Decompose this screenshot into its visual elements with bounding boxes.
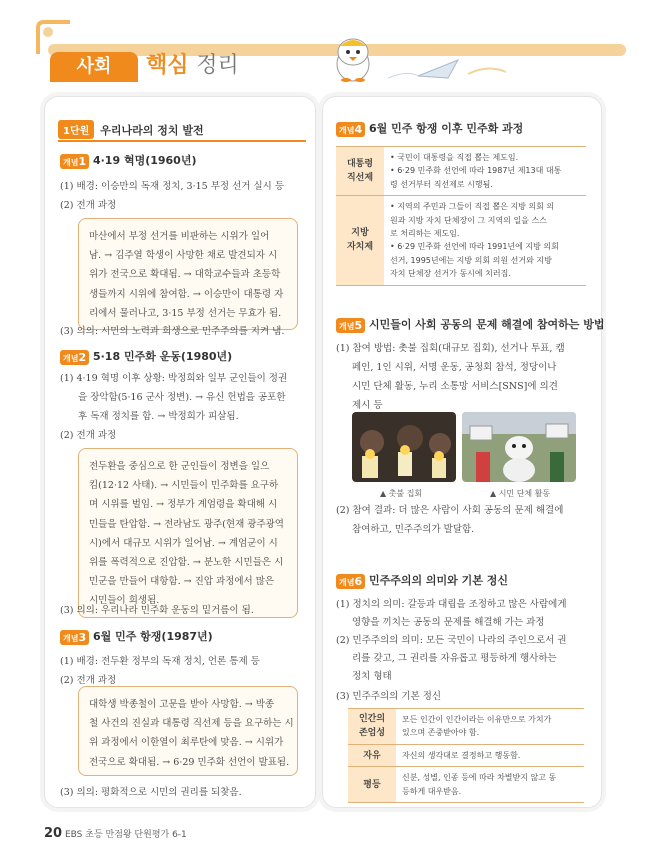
unit-heading: [58, 118, 306, 142]
row-content: • 지역의 주민과 그들이 직접 뽑은 지방 의회 의 원과 지방 자치 단체장이 그 지역의 일을 스스 로 처리하는 제도임. • 6·29 민주화 선언에 따라 1991년에 지방 의회 선거, 1995년에는 지방 의회 의원 선거와 지방 자치 단체장 선거가 동시에 치러짐.: [384, 196, 586, 285]
penguin-mascot-icon: [328, 34, 378, 84]
row-content: 모든 인간이 인간이라는 이유만으로 가치가 있으며 존중받아야 함.: [396, 709, 584, 745]
box-line: 남. → 김주열 학생이 사망한 채로 발견되자 시: [89, 250, 278, 262]
concept-3-line: (1) 배경: 전두환 정부의 독재 정치, 언론 통제 등: [60, 656, 260, 667]
box-line: 민들을 탄압함. → 전라남도 광주(현재 광주광역: [89, 518, 284, 530]
concept-5-result: (2) 참여 결과: 더 많은 사람이 사회 공동의 문제 해결에: [336, 505, 564, 516]
concept-3-heading: [60, 628, 213, 645]
page-footer: [44, 826, 187, 841]
concept-badge: 개념6: [336, 574, 365, 589]
concept-5-title: 시민들이 사회 공동의 문제 해결에 참여하는 방법: [368, 318, 605, 331]
concept-3-process-box: [78, 686, 298, 776]
row-content: 신분, 성별, 인종 등에 따라 차별받지 않고 동 등하게 대우받음.: [396, 767, 584, 803]
concept-5-line: 페인, 1인 시위, 서명 운동, 공청회 참석, 정당이나: [352, 362, 557, 373]
unit-title: 우리나라의 정치 발전: [100, 124, 204, 137]
concept-3-significance: (3) 의의: 평화적으로 시민의 권리를 되찾음.: [60, 787, 242, 798]
concept-1-title: 4·19 혁명(1960년): [92, 154, 197, 167]
concept-badge: 개념1: [60, 154, 89, 169]
title-light: 정리: [196, 53, 239, 78]
table-row: [336, 196, 586, 285]
concept-6-line: 영향을 끼치는 공동의 문제를 해결해 가는 과정: [352, 617, 545, 628]
box-line: 민군을 만들어 대항함. → 진압 과정에서 많은: [89, 576, 275, 588]
concept-2-significance: (3) 의의: 우리나라 민주화 운동의 밑거름이 됨.: [60, 605, 254, 616]
footer-text: EBS 초등 만점왕 단원평가 6-1: [64, 830, 187, 840]
table-row: [348, 744, 584, 766]
candlelight-rally-photo: [352, 412, 456, 482]
concept-6-line: 리를 갖고, 그 권리를 자유롭고 평등하게 행사하는: [352, 653, 557, 664]
concept-1-line: (1) 배경: 이승만의 독재 정치, 3·15 부정 선거 실시 등: [60, 181, 285, 192]
civic-group-activity-photo: [462, 412, 576, 482]
box-line: 생들까지 시위에 참여함. → 이승만이 대통령 자: [89, 288, 284, 300]
box-line: 킴(12·12 사태). → 시민들이 민주화를 요구하: [89, 480, 279, 492]
concept-6-title: 민주주의의 의미와 기본 정신: [368, 574, 508, 587]
concept-2-line: (1) 4·19 혁명 이후 상황: 박정희와 일부 군인들이 정권: [60, 373, 288, 384]
concept-5-result: 참여하고, 민주주의가 발달함.: [352, 524, 475, 535]
concept-badge: 개념2: [60, 350, 89, 365]
concept-1-heading: [60, 152, 197, 169]
concept-6-line: (2) 민주주의의 의미: 모든 국민이 나라의 주인으로서 권: [336, 635, 567, 646]
concept-5-heading: [336, 316, 604, 333]
page-title: [146, 48, 239, 79]
photo-caption: ▲ 촛불 집회: [380, 489, 423, 498]
unit-badge: 1단원: [58, 120, 94, 139]
concept-3-line: (2) 전개 과정: [60, 675, 117, 686]
box-line: 철 사건의 진실과 대통령 직선제 등을 요구하는 시: [89, 718, 294, 730]
box-line: 며 시위를 벌임. → 정부가 계엄령을 확대해 시: [89, 499, 278, 511]
box-line: 시)에서 대규모 시위가 일어남. → 계엄군이 시: [89, 537, 278, 549]
box-line: 위 과정에서 이한열이 최루탄에 맞음. → 시위가: [89, 737, 284, 749]
row-header: 자유: [348, 744, 396, 766]
box-line: 전두환을 중심으로 한 군인들이 정변을 일으: [89, 461, 270, 472]
concept-6-line: 정치 형태: [352, 671, 392, 682]
concept-4-heading: [336, 120, 523, 137]
concept-5-line: 제시 등: [352, 400, 383, 411]
concept-6-heading: [336, 572, 508, 589]
concept-4-table: [336, 146, 586, 286]
row-header: 지방 자치제: [336, 196, 384, 285]
box-line: 마산에서 부정 선거를 비판하는 시위가 일어: [89, 231, 270, 242]
concept-5-line: (1) 참여 방법: 촛불 집회(대규모 집회), 선거나 투표, 캠: [336, 343, 565, 354]
table-row: [336, 147, 586, 196]
table-row: [348, 767, 584, 803]
concept-2-line: (2) 전개 과정: [60, 430, 117, 441]
concept-1-significance: (3) 의의: 시민의 노력과 희생으로 민주주의를 지켜 냄.: [60, 326, 285, 337]
table-row: [348, 709, 584, 745]
row-header: 평등: [348, 767, 396, 803]
box-line: 전국으로 확대됨. → 6·29 민주화 선언이 발표됨.: [89, 756, 290, 768]
title-bold: 핵심: [146, 53, 189, 78]
concept-1-line: (2) 전개 과정: [60, 200, 117, 211]
box-line: 리에서 물러나고, 3·15 부정 선거는 무효가 됨.: [89, 307, 282, 319]
concept-4-title: 6월 민주 항쟁 이후 민주화 과정: [368, 122, 524, 135]
concept-badge: 개념4: [336, 122, 365, 137]
concept-badge: 개념5: [336, 318, 365, 333]
concept-2-title: 5·18 민주화 운동(1980년): [92, 350, 233, 363]
box-line: 대학생 박종철이 고문을 받아 사망함. → 박종: [89, 699, 275, 710]
concept-2-line: 을 장악함(5·16 군사 정변). → 유신 헌법을 공포한: [78, 392, 286, 403]
concept-1-process-box: [78, 218, 298, 330]
concept-badge: 개념3: [60, 630, 89, 645]
box-line: 위가 전국으로 확대됨. → 대학교수들과 초등학: [89, 269, 281, 281]
concept-6-line: (1) 정치의 의미: 갈등과 대립을 조정하고 많은 사람에게: [336, 599, 567, 610]
row-header: 대통령 직선제: [336, 147, 384, 196]
row-content: • 국민이 대통령을 직접 뽑는 제도임. • 6·29 민주화 선언에 따라 1987년 제13대 대통 령 선거부터 직선제로 시행됨.: [384, 147, 586, 196]
concept-2-process-box: [78, 448, 298, 618]
row-content: 자신의 생각대로 결정하고 행동함.: [396, 744, 584, 766]
page-number: 20: [44, 826, 63, 841]
concept-6-table: [348, 708, 584, 803]
concept-6-line: (3) 민주주의의 기본 정신: [336, 691, 442, 702]
box-line: 시민들이 희생됨.: [89, 595, 160, 607]
concept-2-line: 후 독재 정치를 함. → 박정희가 피살됨.: [78, 411, 239, 422]
concept-2-heading: [60, 348, 232, 365]
photo-caption: ▲ 시민 단체 활동: [490, 489, 551, 498]
paper-plane-icon: [388, 56, 508, 82]
concept-3-title: 6월 민주 항쟁(1987년): [92, 630, 213, 643]
subject-tab: 사회: [50, 52, 138, 82]
box-line: 위를 폭력적으로 진압함. → 분노한 시민들은 시: [89, 557, 284, 569]
row-header: 인간의 존엄성: [348, 709, 396, 745]
concept-5-line: 시민 단체 활동, 누리 소통망 서비스[SNS]에 의견: [352, 381, 558, 392]
